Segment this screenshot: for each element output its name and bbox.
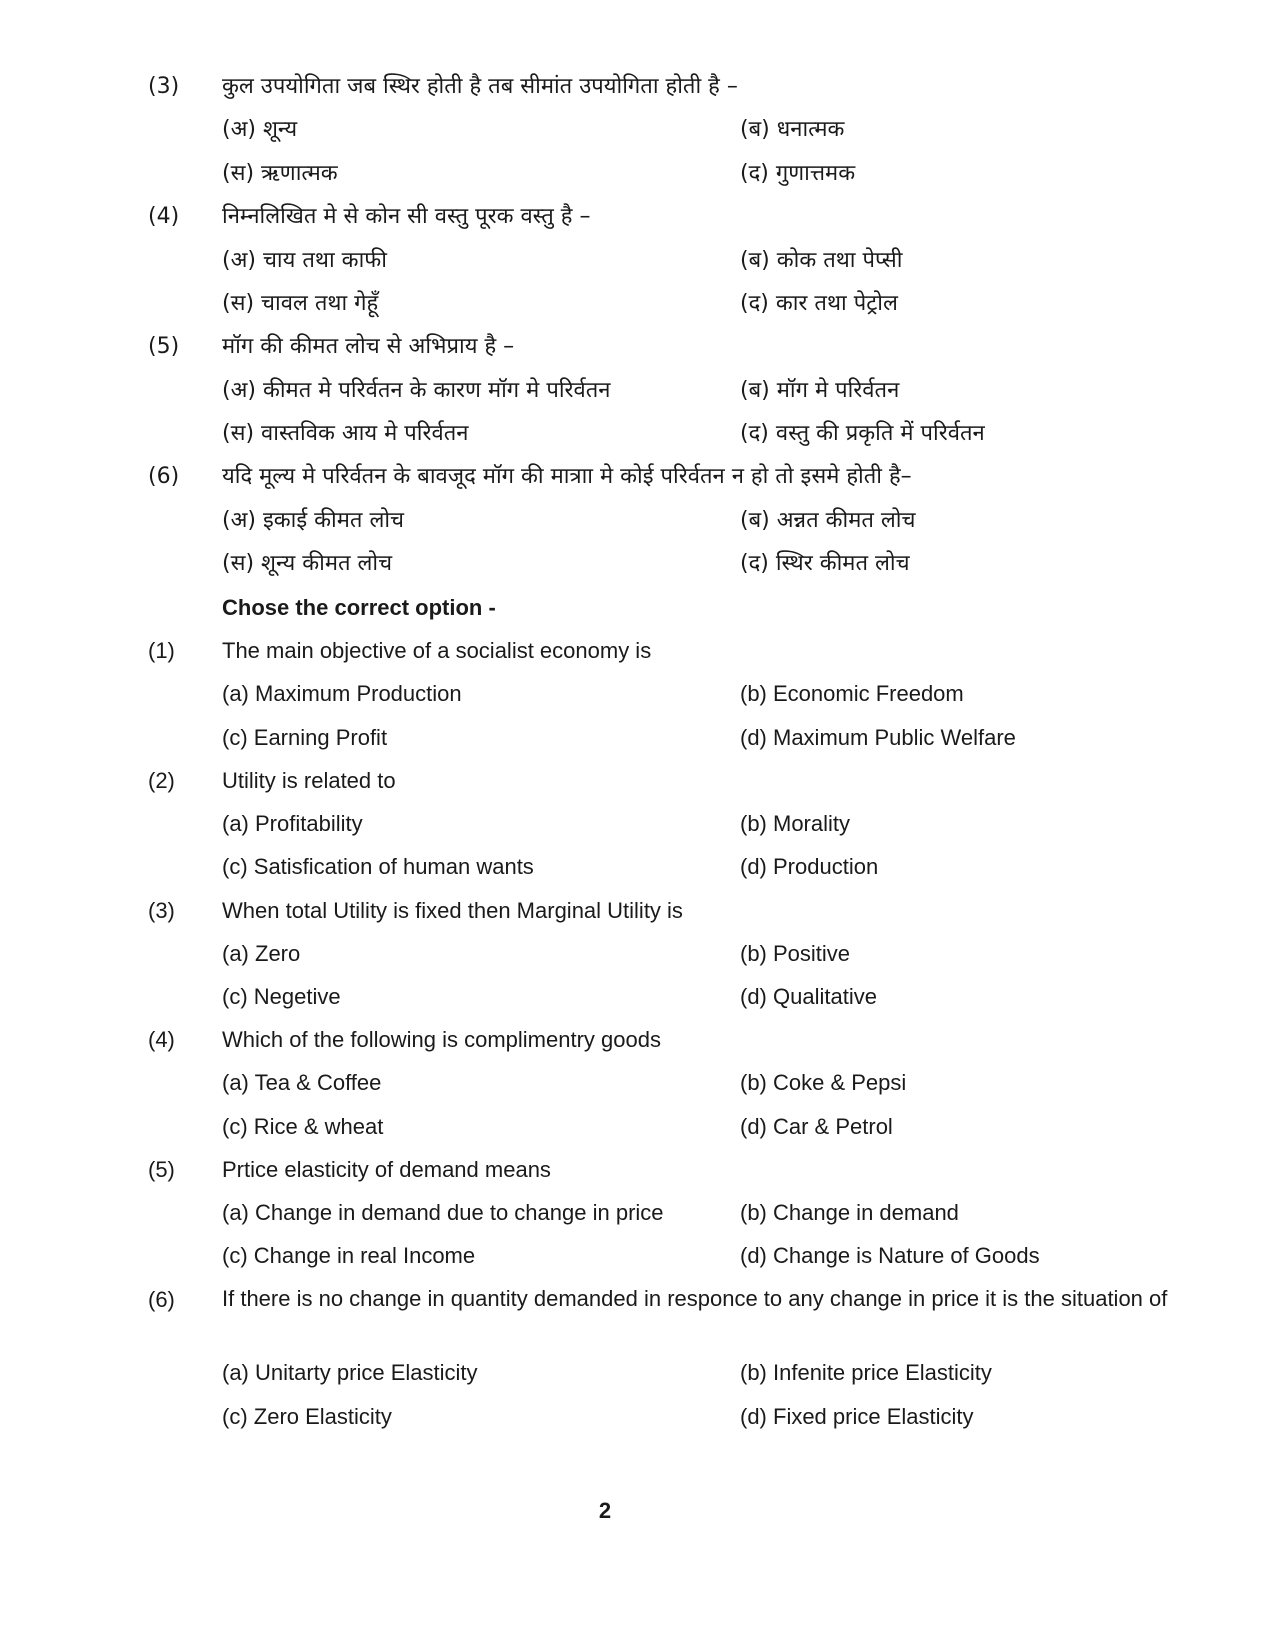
hindi-q3-options-row-2	[0, 157, 1275, 191]
option-a: (a) Zero	[222, 941, 301, 966]
option-c: (c) Rice & wheat	[222, 1114, 384, 1139]
option-c: (c) Zero Elasticity	[222, 1404, 392, 1429]
english-question-3	[0, 894, 1275, 928]
option-b: (ब) मॉग मे परिर्वतन	[740, 378, 900, 403]
question-text: The main objective of a socialist economy is	[222, 638, 652, 663]
hindi-question-3	[0, 70, 1275, 104]
option-c: (c) Change in real Income	[222, 1243, 476, 1268]
english-question-1	[0, 634, 1275, 668]
option-d: (द) कार तथा पेट्रोल	[740, 291, 898, 316]
english-q1-options-row-1	[0, 677, 1275, 711]
option-d: (d) Qualitative	[740, 984, 877, 1009]
option-a: (अ) शून्य	[222, 117, 298, 142]
english-q2-options-row-2	[0, 850, 1275, 884]
option-c: (c) Satisfication of human wants	[222, 854, 534, 879]
question-text: निम्नलिखित मे से कोन सी वस्तु पूरक वस्तु है –	[222, 204, 591, 229]
english-q5-options-row-2	[0, 1239, 1275, 1273]
option-c: (स) चावल तथा गेहूँ	[222, 291, 379, 316]
option-d: (d) Fixed price Elasticity	[740, 1404, 974, 1429]
english-q4-options-row-1	[0, 1066, 1275, 1100]
english-q6-options-row-1	[0, 1356, 1275, 1390]
question-text: यदि मूल्य मे परिर्वतन के बावजूद मॉग की मात्राा मे कोई परिर्वतन न हो तो इसमे होती है–	[222, 464, 912, 489]
option-b: (b) Economic Freedom	[740, 681, 964, 706]
option-a: (a) Profitability	[222, 811, 363, 836]
english-section	[0, 591, 1275, 625]
section-heading: Chose the correct option -	[222, 595, 496, 620]
option-b: (b) Change in demand	[740, 1200, 959, 1225]
question-text: When total Utility is fixed then Marginal Utility is	[222, 898, 683, 923]
hindi-q3-options-row-1	[0, 113, 1275, 147]
question-text: Prtice elasticity of demand means	[222, 1157, 551, 1182]
option-a: (अ) इकाई कीमत लोच	[222, 508, 405, 533]
option-a: (a) Change in demand due to change in price	[222, 1200, 664, 1225]
hindi-question-6	[0, 460, 1275, 494]
question-number: (6)	[148, 464, 180, 489]
option-b: (ब) कोक तथा पेप्सी	[740, 248, 903, 273]
option-d: (d) Change is Nature of Goods	[740, 1243, 1040, 1268]
option-d: (द) स्थिर कीमत लोच	[740, 551, 910, 576]
option-d: (d) Car & Petrol	[740, 1114, 893, 1139]
option-a: (अ) चाय तथा काफी	[222, 248, 387, 273]
question-number: (4)	[148, 204, 180, 229]
option-c: (c) Negetive	[222, 984, 341, 1009]
question-number: (1)	[148, 638, 175, 663]
option-c: (स) वास्तविक आय मे परिर्वतन	[222, 421, 469, 446]
english-q1-options-row-2	[0, 721, 1275, 755]
hindi-q5-options-row-1	[0, 374, 1275, 408]
hindi-q6-options-row-1	[0, 504, 1275, 538]
option-b: (ब) धनात्मक	[740, 117, 845, 142]
question-text: Utility is related to	[222, 768, 396, 793]
question-text: If there is no change in quantity demanded in responce to any change in price it is the situation of	[222, 1286, 1168, 1311]
question-number: (5)	[148, 1157, 175, 1182]
question-text: मॉग की कीमत लोच से अभिप्राय है –	[222, 334, 515, 359]
english-q4-options-row-2	[0, 1110, 1275, 1144]
english-q2-options-row-1	[0, 807, 1275, 841]
option-b: (b) Positive	[740, 941, 851, 966]
question-number: (6)	[148, 1287, 175, 1312]
option-b: (b) Coke & Pepsi	[740, 1070, 907, 1095]
english-q6-options-row-2	[0, 1400, 1275, 1434]
question-text: कुल उपयोगिता जब स्थिर होती है तब सीमांत उपयोगिता होती है –	[222, 74, 738, 99]
english-q3-options-row-1	[0, 937, 1275, 971]
option-d: (द) गुणात्तमक	[740, 161, 856, 186]
option-c: (c) Earning Profit	[222, 725, 388, 750]
hindi-q4-options-row-1	[0, 244, 1275, 278]
option-a: (a) Tea & Coffee	[222, 1070, 382, 1095]
question-number: (4)	[148, 1027, 175, 1052]
page-number: 2	[598, 1498, 612, 1523]
option-d: (d) Maximum Public Welfare	[740, 725, 1016, 750]
question-number: (3)	[148, 74, 180, 99]
option-a: (a) Unitarty price Elasticity	[222, 1360, 478, 1385]
hindi-q4-options-row-2	[0, 287, 1275, 321]
hindi-question-5	[0, 330, 1275, 364]
hindi-q6-options-row-2	[0, 547, 1275, 581]
question-text: Which of the following is complimentry goods	[222, 1027, 661, 1052]
hindi-question-4	[0, 200, 1275, 234]
option-d: (द) वस्तु की प्रकृति में परिर्वतन	[740, 421, 985, 446]
english-question-2	[0, 764, 1275, 798]
english-question-4	[0, 1023, 1275, 1057]
english-q5-options-row-1	[0, 1196, 1275, 1230]
hindi-q5-options-row-2	[0, 417, 1275, 451]
question-number: (3)	[148, 898, 175, 923]
option-a: (अ) कीमत मे परिर्वतन के कारण मॉग मे परिर्वतन	[222, 378, 611, 403]
english-q3-options-row-2	[0, 980, 1275, 1014]
question-number: (5)	[148, 334, 180, 359]
option-c: (स) ऋणात्मक	[222, 161, 338, 186]
option-d: (d) Production	[740, 854, 879, 879]
option-b: (b) Infenite price Elasticity	[740, 1360, 992, 1385]
question-number: (2)	[148, 768, 175, 793]
english-question-6	[0, 1283, 1275, 1349]
option-c: (स) शून्य कीमत लोच	[222, 551, 393, 576]
option-b: (ब) अन्नत कीमत लोच	[740, 508, 916, 533]
option-a: (a) Maximum Production	[222, 681, 462, 706]
english-question-5	[0, 1153, 1275, 1187]
option-b: (b) Morality	[740, 811, 851, 836]
